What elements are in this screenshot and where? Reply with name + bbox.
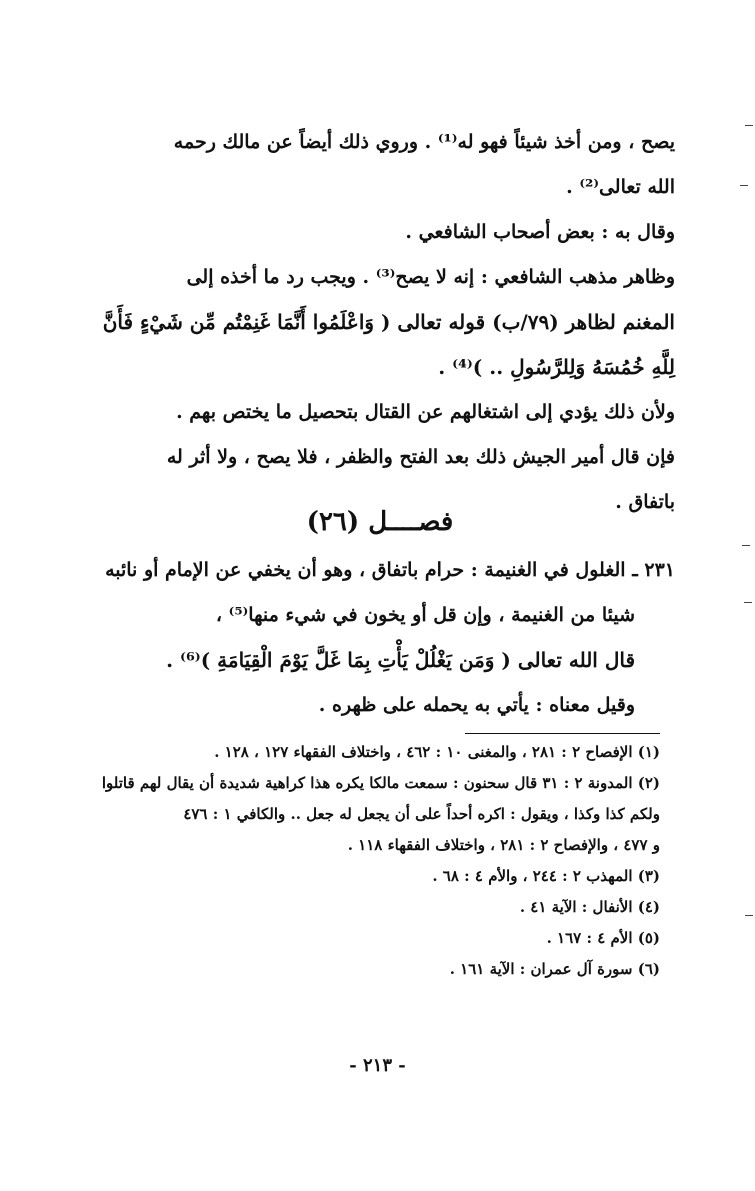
body-line: يصح ، ومن أخذ شيئاً فهو له⁽¹⁾ . وروي ذلك أيضاً عن مالك رحمه bbox=[173, 131, 675, 153]
section-line: شيئا من الغنيمة ، وإن قل أو يخون في شيء منها⁽⁵⁾ ، bbox=[215, 604, 635, 626]
quran-verse-line: قال الله تعالى ( وَمَن يَغْلُلْ يَأْتِ بِمَا غَلَّ يَوْمَ الْقِيَامَةِ )⁽⁶⁾ . bbox=[166, 648, 635, 672]
footnote: (٥) الأم ٤ : ١٦٧ . bbox=[546, 929, 660, 947]
body-line: ولأن ذلك يؤدي إلى اشتغالهم عن القتال بتحصيل ما يختص بهم . bbox=[176, 401, 675, 423]
footnote-continuation: ولكم كذا وكذا ، ويقول : اكره أحداً على أن يجعل له جعل .. والكافي ١ : ٤٧٦ bbox=[183, 805, 660, 823]
footnote-separator bbox=[465, 733, 660, 734]
quran-verse-line: المغنم لظاهر (٧٩/ب) قوله تعالى ( وَاعْلَمُوا أَنَّمَا غَنِمْتُم مِّن شَيْءٍ فَأَنَّ bbox=[102, 310, 675, 334]
footnote: (٢) المدونة ٢ : ٣١ قال سحنون : سمعت مالكا يكره هذا كراهية شديدة أن يقال لهم قاتلوا bbox=[101, 774, 660, 792]
footnote: (١) الإفصاح ٢ : ٢٨١ ، والمغنى ١٠ : ٤٦٢ ، واختلاف الفقهاء ١٢٧ ، ١٢٨ . bbox=[214, 743, 660, 761]
edge-mark bbox=[744, 602, 752, 603]
edge-mark bbox=[745, 915, 753, 916]
section-heading: فصــــل (٢٦) bbox=[306, 507, 454, 537]
footnote: (٣) المهذب ٢ : ٢٤٤ ، والأم ٤ : ٦٨ . bbox=[432, 867, 660, 885]
body-line: فإن قال أمير الجيش ذلك بعد الفتح والظفر ، فلا يصح ، ولا أثر له bbox=[166, 446, 675, 468]
footnotes bbox=[70, 737, 660, 985]
footnote: (٤) الأنفال : الآية ٤١ . bbox=[519, 898, 660, 916]
body-line: باتفاق . bbox=[615, 491, 675, 513]
footnote-continuation: و ٤٧٧ ، والإفصاح ٢ : ٢٨١ ، واختلاف الفقهاء ١١٨ . bbox=[347, 836, 660, 854]
section-line: وقيل معناه : يأتي به يحمله على ظهره . bbox=[318, 694, 635, 716]
section-line bbox=[65, 548, 675, 593]
paragraph-text: : حرام باتفاق ، وهو أن يخفي عن الإمام أو نائبه bbox=[105, 559, 485, 581]
section-text bbox=[65, 548, 675, 728]
footnote: (٦) سورة آل عمران : الآية ١٦١ . bbox=[449, 960, 660, 978]
body-text bbox=[85, 120, 675, 525]
paragraph-number: ٢٣١ ـ bbox=[632, 559, 675, 581]
body-line: الله تعالى⁽²⁾ . bbox=[566, 176, 675, 198]
edge-mark bbox=[740, 185, 748, 186]
edge-mark bbox=[745, 125, 753, 126]
body-line: وظاهر مذهب الشافعي : إنه لا يصح⁽³⁾ . ويجب رد ما أخذه إلى bbox=[186, 266, 675, 288]
paragraph-title: الغلول في الغنيمة bbox=[484, 559, 626, 581]
page-number: - ٢١٣ - bbox=[349, 1055, 406, 1076]
quran-verse-line: لِلَّهِ خُمُسَهُ وَلِلرَّسُولِ .. )⁽⁴⁾ . bbox=[438, 355, 675, 379]
body-line: وقال به : بعض أصحاب الشافعي . bbox=[405, 221, 675, 243]
edge-mark bbox=[742, 545, 750, 546]
